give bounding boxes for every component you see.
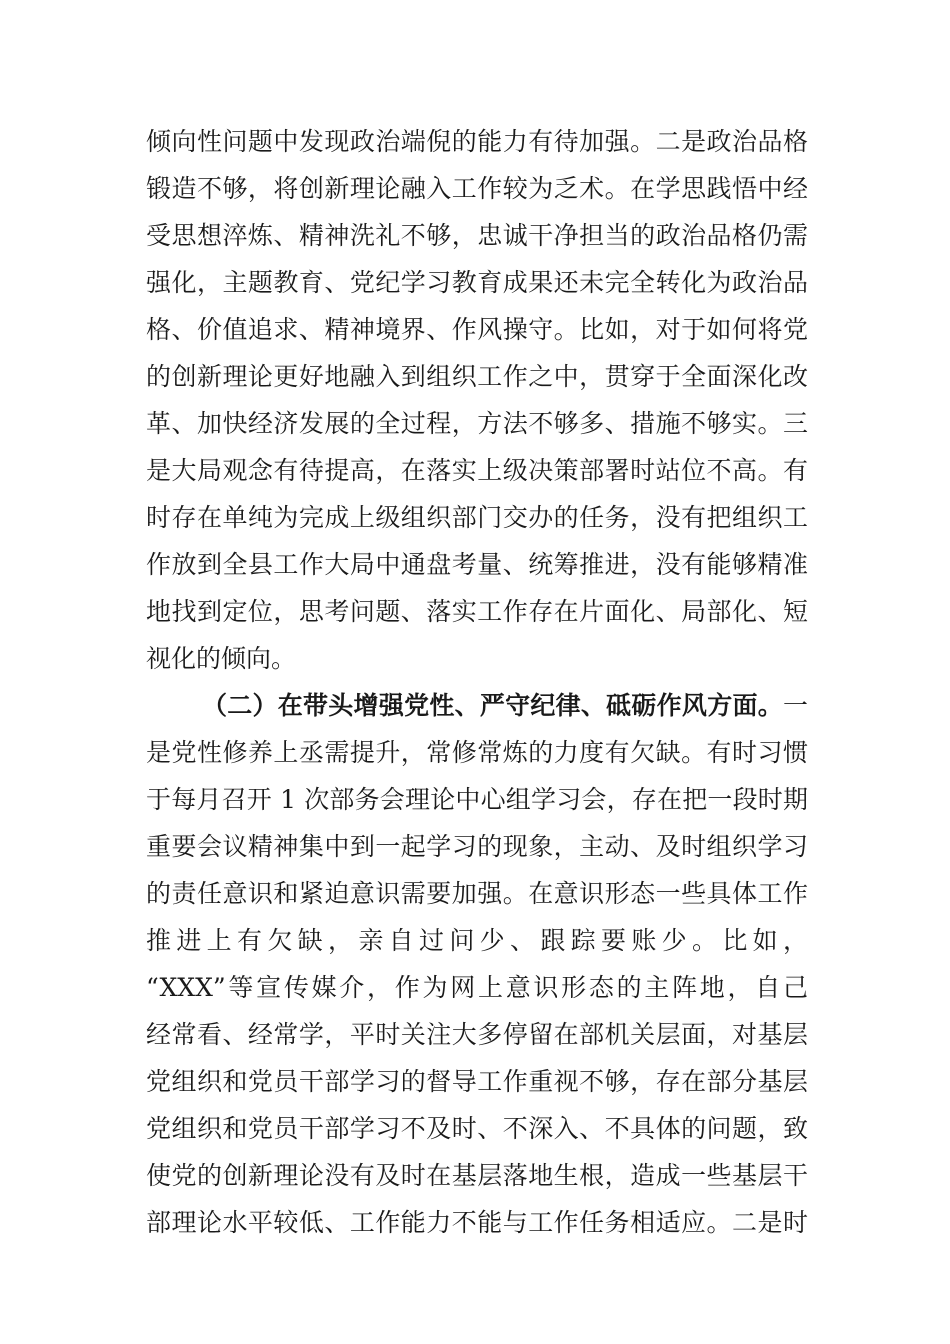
section-heading-line — [146, 682, 808, 729]
paragraph-line: “XXX”等宣传媒介，作为网上意识形态的主阵地，自己 — [146, 973, 808, 1002]
paragraph-line: 是大局观念有待提高，在落实上级决策部署时站位不高。有 — [146, 456, 808, 485]
paragraph-line: 地找到定位，思考问题、落实工作存在片面化、局部化、短 — [146, 597, 808, 626]
document-body — [146, 118, 808, 1246]
paragraph-line: 重要会议精神集中到一起学习的现象，主动、及时组织学习 — [146, 832, 808, 861]
paragraph-line: 部理论水平较低、工作能力不能与工作任务相适应。二是时 — [146, 1208, 808, 1237]
paragraph-line: 是党性修养上丞需提升，常修常炼的力度有欠缺。有时习惯 — [146, 738, 808, 767]
paragraph-line: 党组织和党员干部学习不及时、不深入、不具体的问题，致 — [146, 1114, 808, 1143]
paragraph-line: 受思想淬炼、精神洗礼不够，忠诚干净担当的政治品格仍需 — [146, 221, 808, 250]
paragraph-line: 锻造不够，将创新理论融入工作较为乏术。在学思践悟中经 — [146, 174, 808, 203]
paragraph-line: 的责任意识和紧迫意识需要加强。在意识形态一些具体工作 — [146, 879, 808, 908]
paragraph-text: 一 — [782, 691, 808, 720]
paragraph-line: 倾向性问题中发现政治端倪的能力有待加强。二是政治品格 — [146, 127, 808, 156]
paragraph-line: 视化的倾向。 — [146, 644, 297, 673]
paragraph-line: 经常看、经常学，平时关注大多停留在部机关层面，对基层 — [146, 1020, 808, 1049]
paragraph-line: 党组织和党员干部学习的督导工作重视不够，存在部分基层 — [146, 1067, 808, 1096]
paragraph-line: 作放到全县工作大局中通盘考量、统筹推进，没有能够精准 — [146, 550, 808, 579]
paragraph-line: 强化，主题教育、党纪学习教育成果还未完全转化为政治品 — [146, 268, 808, 297]
paragraph-line: 于每月召开 1 次部务会理论中心组学习会，存在把一段时期 — [146, 785, 808, 814]
paragraph-line: 推进上有欠缺，亲自过问少、跟踪要账少。比如， — [146, 926, 808, 955]
paragraph-line: 时存在单纯为完成上级组织部门交办的任务，没有把组织工 — [146, 503, 808, 532]
section-heading: （二）在带头增强党性、严守纪律、砥砺作风方面。 — [202, 691, 783, 720]
paragraph-line: 格、价值追求、精神境界、作风操守。比如，对于如何将党 — [146, 315, 808, 344]
paragraph-line: 革、加快经济发展的全过程，方法不够多、措施不够实。三 — [146, 409, 808, 438]
paragraph-line: 使党的创新理论没有及时在基层落地生根，造成一些基层干 — [146, 1161, 808, 1190]
paragraph-line: 的创新理论更好地融入到组织工作之中，贯穿于全面深化改 — [146, 362, 808, 391]
